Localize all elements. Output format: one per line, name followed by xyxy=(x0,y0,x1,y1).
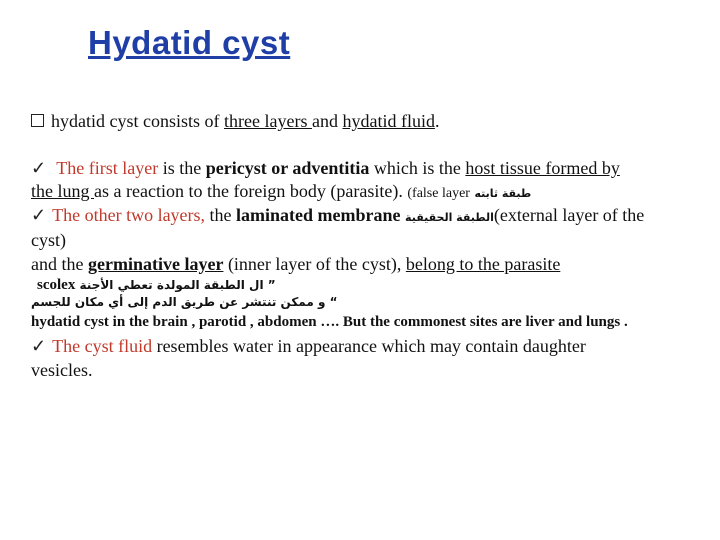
p3-line1 xyxy=(31,335,586,357)
other-two-layers-label: The other two layers, xyxy=(52,205,206,225)
p2-text: the xyxy=(205,205,237,225)
intro-text-and: and xyxy=(311,111,343,131)
p1-text2: which is the xyxy=(369,158,466,178)
p2-text3: and the xyxy=(31,254,88,274)
arabic-false-layer: طبقة ثابته xyxy=(474,187,532,200)
intro-text: hydatid cyst consists of xyxy=(51,111,224,131)
arabic-line-2: “ و ممكن تنتشر عن طريق الدم إلى أي مكان للجسم xyxy=(31,295,338,309)
pericyst-term: pericyst or adventitia xyxy=(205,158,370,178)
page-title: Hydatid cyst xyxy=(88,24,291,61)
p2-text4: (inner layer of the cyst), xyxy=(223,254,406,274)
p1-text3: as a reaction to the foreign body (parasite). xyxy=(94,181,408,201)
p3-text: resembles water in appearance which may contain daughter xyxy=(152,336,586,356)
arabic-line-1 xyxy=(37,277,276,294)
checkbox-bullet-icon xyxy=(31,114,44,127)
host-tissue-text: host tissue formed by xyxy=(465,158,620,178)
p2-line2: cyst) xyxy=(31,230,66,250)
p2-line1 xyxy=(31,204,644,229)
intro-three-layers: three layers xyxy=(224,111,312,131)
p1-line2 xyxy=(31,180,531,205)
belong-to-parasite-text: belong to the parasite xyxy=(405,254,561,274)
intro-hydatid-fluid: hydatid fluid xyxy=(342,111,435,131)
p3-line2: vesicles. xyxy=(31,360,93,380)
p2-line3 xyxy=(31,253,560,275)
checkmark-icon: ✓ xyxy=(31,158,47,178)
false-layer-note: (false layer xyxy=(407,186,470,201)
intro-line xyxy=(31,110,439,132)
cyst-fluid-label: The cyst fluid xyxy=(52,336,153,356)
first-layer-label: The first layer xyxy=(56,158,159,178)
germinative-layer-term: germinative layer xyxy=(87,254,224,274)
p1-line1 xyxy=(31,157,620,179)
arabic-true-layer: الطبقة الحقيقية xyxy=(405,211,494,224)
laminated-membrane-term: laminated membrane xyxy=(236,205,401,225)
intro-period: . xyxy=(434,111,440,131)
the-lung-text: the lung xyxy=(31,181,94,201)
scolex-term: scolex xyxy=(37,277,76,293)
checkmark-icon: ✓ xyxy=(31,336,47,356)
p1-text: is the xyxy=(158,158,206,178)
common-sites-text: hydatid cyst in the brain , parotid , abdomen …. But the commonest sites are liver and lungs . xyxy=(31,314,628,330)
arabic-germinative-note: ” ال الطبقة المولدة تعطي الأجنة xyxy=(79,278,276,292)
p2-text2: (external layer of the xyxy=(493,205,645,225)
checkmark-icon: ✓ xyxy=(31,205,47,225)
